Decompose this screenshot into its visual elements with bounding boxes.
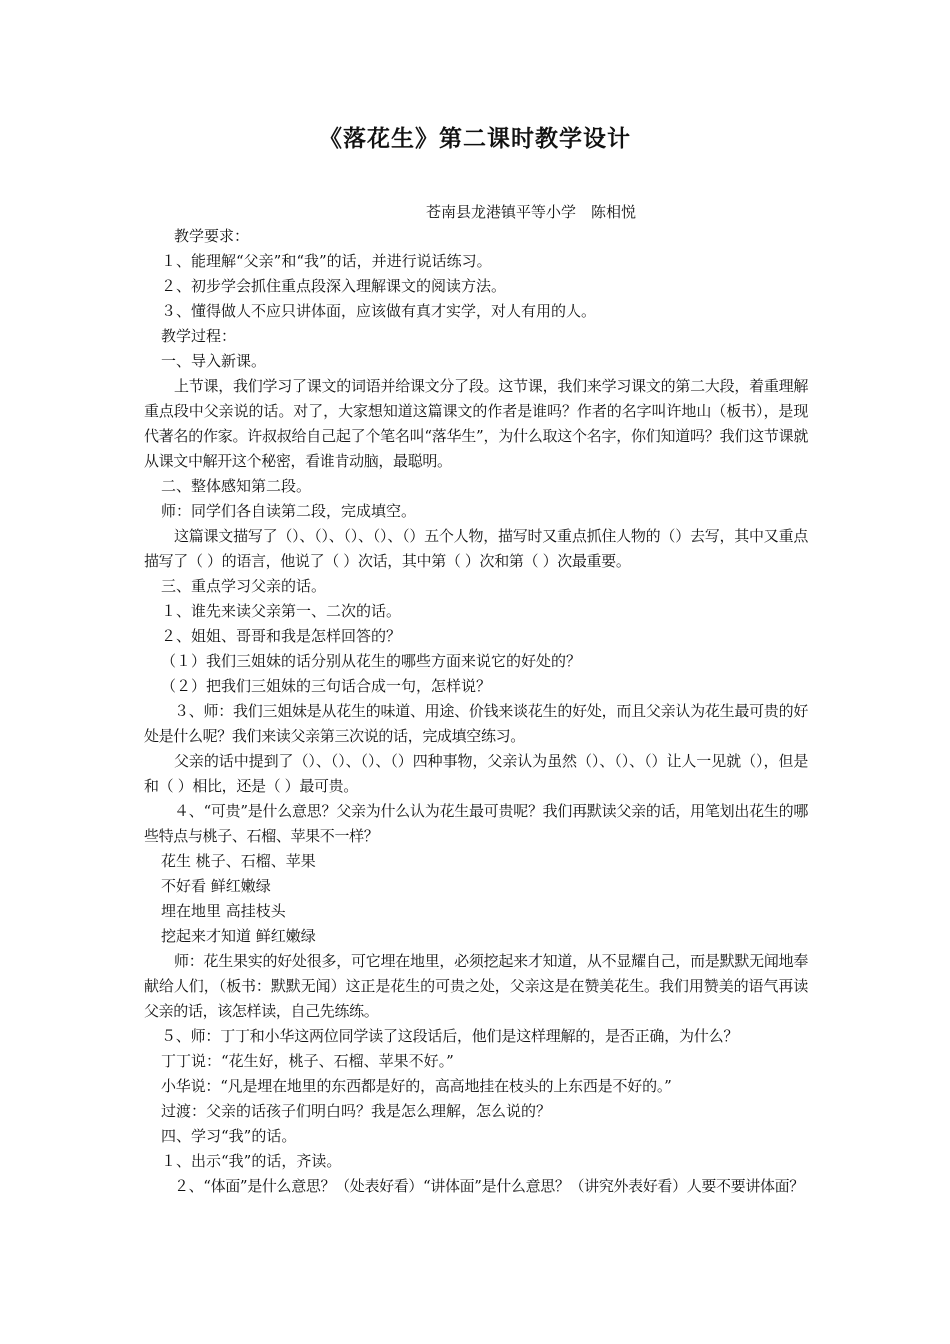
paragraph: 小华说：“凡是埋在地里的东西都是好的，高高地挂在枝头的上东西是不好的。” bbox=[161, 1077, 672, 1095]
section-heading: 二、整体感知第二段。 bbox=[161, 477, 312, 495]
paragraph: １、谁先来读父亲第一、二次的话。 bbox=[161, 602, 402, 620]
paragraph: ２、“体面”是什么意思？（处表好看）“讲体面”是什么意思？（讲究外表好看）人要不要讲体面？ bbox=[174, 1177, 804, 1195]
paragraph: ３、师：我们三姐妹是从花生的味道、用途、价钱来谈花生的好处，而且父亲认为花生最可贵的好处是什么呢？我们来读父亲第三次说的话，完成填空练习。 bbox=[144, 702, 808, 745]
paragraph: 过渡：父亲的话孩子们明白吗？我是怎么理解，怎么说的？ bbox=[161, 1102, 552, 1120]
paragraph: （１）我们三姐妹的话分别从花生的哪些方面来说它的好处的？ bbox=[161, 652, 582, 670]
section-heading: 三、重点学习父亲的话。 bbox=[161, 577, 327, 595]
comparison-row: 花生 桃子、石榴、苹果 bbox=[161, 852, 316, 870]
paragraph: ４、“可贵”是什么意思？父亲为什么认为花生最可贵呢？我们再默读父亲的话，用笔划出花生的哪些特点与桃子、石榴、苹果不一样？ bbox=[144, 802, 808, 845]
paragraph: １、出示“我”的话，齐读。 bbox=[161, 1152, 342, 1170]
paragraph: １、能理解“父亲”和“我”的话，并进行说话练习。 bbox=[161, 252, 492, 270]
paragraph: ２、初步学会抓住重点段深入理解课文的阅读方法。 bbox=[161, 277, 507, 295]
document-body bbox=[144, 224, 808, 1199]
paragraph: 师：花生果实的好处很多，可它埋在地里，必须挖起来才知道，从不显耀自己，而是默默无闻地奉献给人们，（板书：默默无闻）这正是花生的可贵之处，父亲这是在赞美花生。我们用赞美的语气再读父亲的话，该怎样读，自己先练练。 bbox=[144, 952, 808, 1020]
section-heading: 一、导入新课。 bbox=[161, 352, 267, 370]
comparison-row: 不好看 鲜红嫩绿 bbox=[161, 877, 271, 895]
paragraph: 师：同学们各自读第二段，完成填空。 bbox=[161, 502, 417, 520]
document-title: 《落花生》第二课时教学设计 bbox=[319, 125, 631, 152]
comparison-row: 挖起来才知道 鲜红嫩绿 bbox=[161, 927, 316, 945]
paragraph: 上节课，我们学习了课文的词语并给课文分了段。这节课，我们来学习课文的第二大段，着重理解重点段中父亲说的话。对了，大家想知道这篇课文的作者是谁吗？作者的名字叫许地山（板书），是现代著名的作家。许叔叔给自己起了个笔名叫“落华生”，为什么取这个名字，你们知道吗？我们这节课就从课文中解开这个秘密，看谁肯动脑，最聪明。 bbox=[144, 377, 808, 470]
author-line: 苍南县龙港镇平等小学 陈相悦 bbox=[426, 203, 637, 221]
comparison-row: 埋在地里 高挂枝头 bbox=[161, 902, 286, 920]
paragraph: ３、懂得做人不应只讲体面，应该做有真才实学，对人有用的人。 bbox=[161, 302, 597, 320]
paragraph: ２、姐姐、哥哥和我是怎样回答的？ bbox=[161, 627, 402, 645]
paragraph: （２）把我们三姐妹的三句话合成一句，怎样说？ bbox=[161, 677, 492, 695]
section-heading: 教学要求： bbox=[174, 227, 250, 245]
paragraph: 这篇课文描写了（）、（）、（）、（）、（）五个人物，描写时又重点抓住人物的（）去写，其中又重点描写了（ ）的语言，他说了（ ）次话，其中第（ ）次和第（ ）次最重要。 bbox=[144, 527, 808, 570]
paragraph: 丁丁说：“花生好，桃子、石榴、苹果不好。” bbox=[161, 1052, 454, 1070]
section-heading: 教学过程： bbox=[161, 327, 237, 345]
paragraph: ５、师：丁丁和小华这两位同学读了这段话后，他们是这样理解的，是否正确，为什么？ bbox=[161, 1027, 739, 1045]
paragraph: 父亲的话中提到了（）、（）、（）、（）四种事物，父亲认为虽然（）、（）、（）让人一见就（），但是和（ ）相比，还是（ ）最可贵。 bbox=[144, 752, 808, 795]
section-heading: 四、学习“我”的话。 bbox=[161, 1127, 297, 1145]
